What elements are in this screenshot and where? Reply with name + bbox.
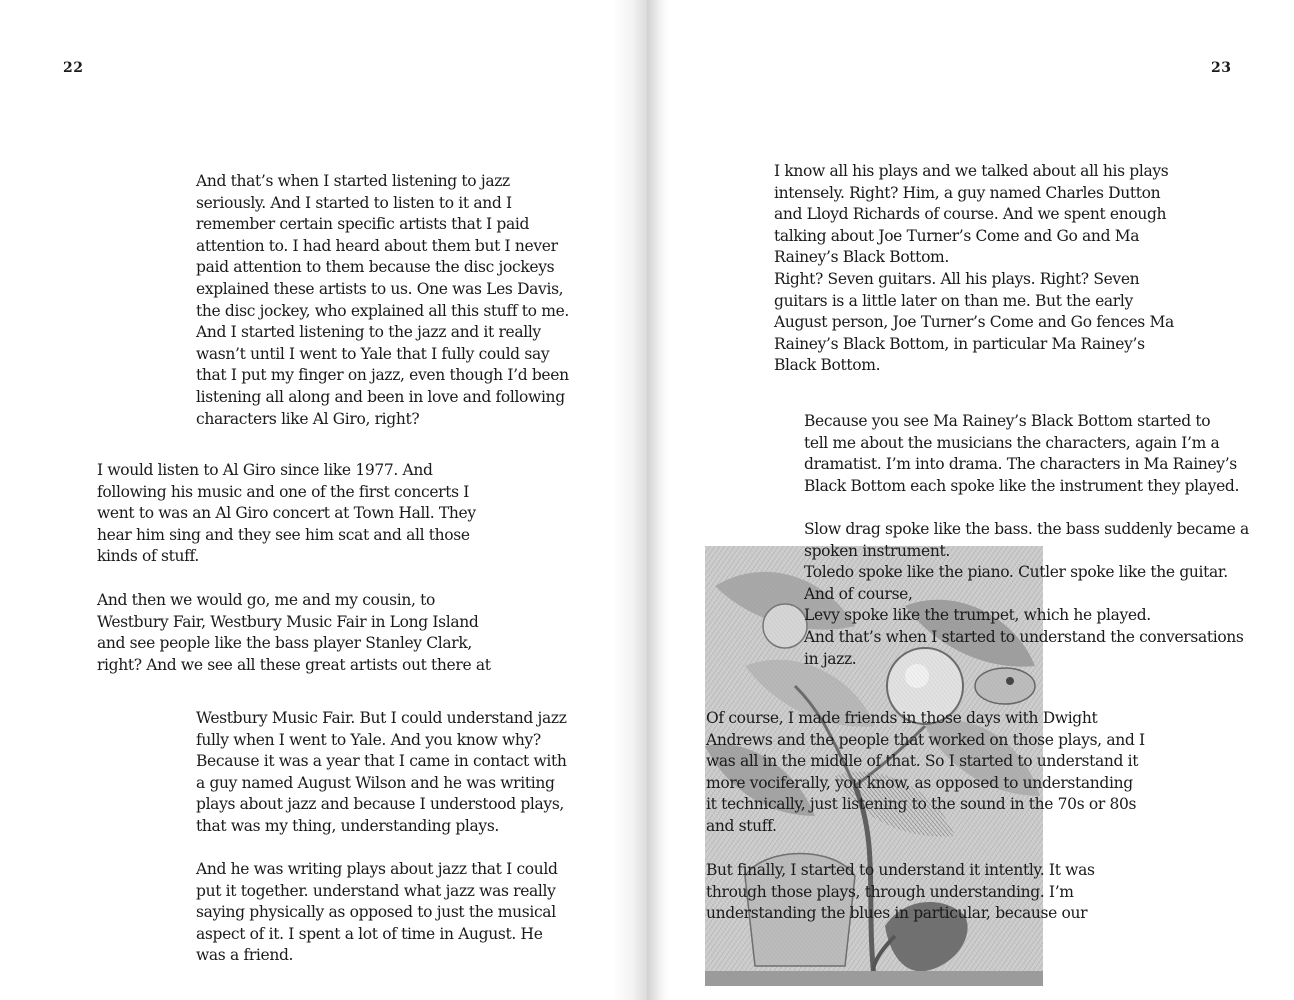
page-number-right: 23 xyxy=(1211,60,1232,76)
paragraph: And that’s when I started listening to jazz seriously. And I started to listen to it and I remember certain specific artists that I paid attention to. I had heard about them but I never paid attention to them because the disc jockeys explained these artists to us. One was Les Davis, the disc jockey, who explained all this stuff to me. And I started listening to the jazz and it really wasn’t until I went to Yale that I fully could say that I put my finger on jazz, even though I’d been listening all along and been in love and following characters like Al Giro, right? xyxy=(196,172,569,428)
paragraph: I know all his plays and we talked about all his plays intensely. Right? Him, a guy named Charles Dutton and Lloyd Richards of course. And we spent enough talking about Joe Turner’s Come and Go and Ma Rainey’s Black Bottom. Right? Seven guitars. All his plays. Right? Seven guitars is a little later on than me. But the early August person, Joe Turner’s Come and Go fences Ma Rainey’s Black Bottom, in particular Ma Rainey’s Black Bottom. xyxy=(774,162,1174,375)
page-number-left: 22 xyxy=(63,60,84,76)
paragraph: Slow drag spoke like the bass. the bass suddenly became a spoken instrument. Toledo spoke like the piano. Cutler spoke like the guitar. And of course, Levy spoke like the trumpet, which he played. And that’s when I started to understand the conversations in jazz. xyxy=(804,520,1249,668)
paragraph: I would listen to Al Giro since like 1977. And following his music and one of the first concerts I went to was an Al Giro concert at Town Hall. They hear him sing and they see him scat and all those kinds of stuff. xyxy=(97,461,476,566)
right-page xyxy=(647,0,1294,1000)
paragraph: And then we would go, me and my cousin, to Westbury Fair, Westbury Music Fair in Long Island and see people like the bass player Stanley Clark, right? And we see all these great artists out there at xyxy=(97,591,491,674)
paragraph: But finally, I started to understand it intently. It was through those plays, through understanding. I’m understanding the blues in particular, because our xyxy=(706,861,1095,923)
paragraph: Because you see Ma Rainey’s Black Bottom started to tell me about the musicians the characters, again I’m a dramatist. I’m into drama. The characters in Ma Rainey’s Black Bottom each spoke like the instrument they played. xyxy=(804,412,1240,495)
paragraph: And he was writing plays about jazz that I could put it together. understand what jazz was really saying physically as opposed to just the musical aspect of it. I spent a lot of time in August. He was a friend. xyxy=(196,860,558,965)
paragraph: Westbury Music Fair. But I could understand jazz fully when I went to Yale. And you know why? Because it was a year that I came in contact with a guy named August Wilson and he was writing plays about jazz and because I understood plays, that was my thing, understanding plays. xyxy=(196,709,567,835)
paragraph: Of course, I made friends in those days with Dwight Andrews and the people that worked on those plays, and I was all in the middle of that. So I started to understand it more vociferally, you know, as opposed to understanding it technically, just listening to the sound in the 70s or 80s and stuff. xyxy=(706,709,1145,835)
